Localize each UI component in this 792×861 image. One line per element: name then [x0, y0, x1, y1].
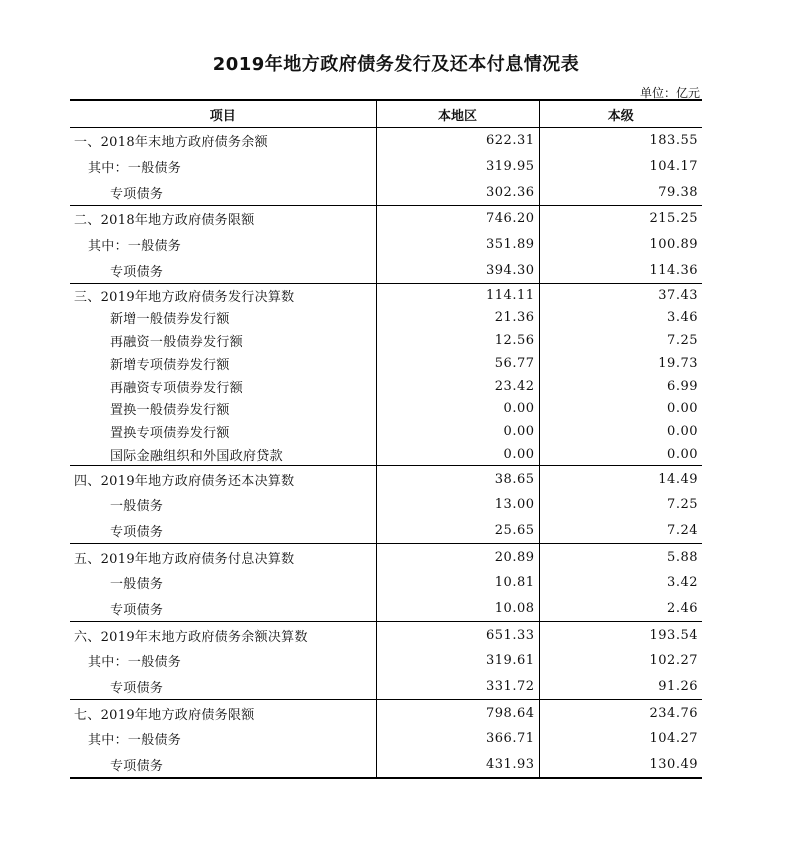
row-label: 专项债务: [70, 674, 376, 700]
row-label: 再融资一般债券发行额: [110, 334, 244, 350]
cell-level: 6.99: [539, 375, 702, 398]
cell-local: 0.00: [376, 420, 539, 443]
table-row: [70, 518, 702, 544]
table-row: [70, 443, 702, 466]
group-7: [70, 700, 702, 778]
cell-local: 651.33: [376, 622, 539, 648]
debt-table: [70, 99, 702, 779]
cell-level: 0.00: [539, 397, 702, 420]
table-row: [70, 232, 702, 258]
cell-local: 0.00: [376, 397, 539, 420]
row-label: 三、2019年地方政府债务发行决算数: [74, 289, 295, 305]
cell-local: 798.64: [376, 700, 539, 726]
cell-local: 366.71: [376, 726, 539, 752]
table-row: [70, 622, 702, 648]
table-row: [70, 726, 702, 752]
table-row: [70, 329, 702, 352]
cell-level: 100.89: [539, 232, 702, 258]
cell-local: 622.31: [376, 128, 539, 154]
cell-level: 14.49: [539, 466, 702, 492]
cell-local: 23.42: [376, 375, 539, 398]
table-row: [70, 206, 702, 232]
row-label: 五、2019年地方政府债务付息决算数: [74, 551, 295, 567]
row-label: 二、2018年地方政府债务限额: [74, 213, 255, 229]
table-row: [70, 284, 702, 307]
table-row: [70, 492, 702, 518]
row-label: 置换专项债券发行额: [110, 426, 230, 442]
row-label: 七、2019年地方政府债务限额: [74, 707, 255, 723]
group-4: [70, 466, 702, 544]
cell-local: 319.95: [376, 154, 539, 180]
cell-local: 302.36: [376, 180, 539, 206]
cell-level: 7.25: [539, 492, 702, 518]
cell-local: 746.20: [376, 206, 539, 232]
table-row: [70, 596, 702, 622]
cell-level: 3.46: [539, 306, 702, 329]
cell-level: 215.25: [539, 206, 702, 232]
group-3: [70, 284, 702, 466]
header-row: [70, 100, 702, 128]
row-label: 其中：一般债务: [88, 239, 182, 254]
row-label: 四、2019年地方政府债务还本决算数: [74, 473, 295, 489]
cell-local: 10.08: [376, 596, 539, 622]
row-label: 专项债务: [70, 752, 376, 778]
group-5: [70, 544, 702, 622]
table-row: [70, 544, 702, 570]
table-row: [70, 570, 702, 596]
cell-level: 37.43: [539, 284, 702, 307]
table-row: [70, 674, 702, 700]
cell-local: 319.61: [376, 648, 539, 674]
cell-local: 21.36: [376, 306, 539, 329]
cell-level: 19.73: [539, 352, 702, 375]
cell-local: 10.81: [376, 570, 539, 596]
cell-local: 114.11: [376, 284, 539, 307]
cell-level: 79.38: [539, 180, 702, 206]
cell-level: 2.46: [539, 596, 702, 622]
row-label: 置换一般债券发行额: [110, 403, 230, 419]
table-row: [70, 180, 702, 206]
cell-local: 331.72: [376, 674, 539, 700]
table-row: [70, 352, 702, 375]
cell-level: 91.26: [539, 674, 702, 700]
row-label: 新增专项债券发行额: [110, 357, 230, 373]
cell-local: 12.56: [376, 329, 539, 352]
table-row: [70, 258, 702, 284]
header-local: 本地区: [376, 100, 539, 128]
page-title: 2019年地方政府债务发行及还本付息情况表: [212, 54, 580, 75]
cell-local: 394.30: [376, 258, 539, 284]
cell-level: 104.27: [539, 726, 702, 752]
table-row: [70, 397, 702, 420]
table-row: [70, 700, 702, 726]
cell-level: 3.42: [539, 570, 702, 596]
row-label: 其中：一般债务: [88, 733, 182, 749]
row-label: 专项债务: [70, 258, 376, 284]
row-label: 新增一般债券发行额: [110, 312, 230, 328]
cell-level: 5.88: [539, 544, 702, 570]
row-label: 一、2018年末地方政府债务余额: [74, 135, 268, 151]
table-row: [70, 752, 702, 778]
group-2: [70, 206, 702, 284]
cell-level: 114.36: [539, 258, 702, 284]
cell-level: 0.00: [539, 420, 702, 443]
row-label: 专项债务: [70, 518, 376, 544]
group-1: [70, 128, 702, 206]
row-label: 一般债务: [110, 499, 164, 515]
row-label: 专项债务: [70, 596, 376, 622]
cell-local: 38.65: [376, 466, 539, 492]
cell-level: 234.76: [539, 700, 702, 726]
unit-label: 单位：亿元: [639, 86, 700, 100]
header-item: 项目: [70, 100, 376, 128]
cell-level: 104.17: [539, 154, 702, 180]
cell-local: 431.93: [376, 752, 539, 778]
cell-level: 193.54: [539, 622, 702, 648]
cell-local: 25.65: [376, 518, 539, 544]
cell-level: 7.24: [539, 518, 702, 544]
row-label: 再融资专项债券发行额: [110, 380, 244, 396]
cell-local: 0.00: [376, 443, 539, 466]
row-label: 专项债务: [70, 180, 376, 206]
row-label: 其中：一般债务: [88, 655, 182, 671]
table-row: [70, 128, 702, 154]
table-row: [70, 154, 702, 180]
header-level: 本级: [539, 100, 702, 128]
cell-level: 183.55: [539, 128, 702, 154]
cell-local: 13.00: [376, 492, 539, 518]
cell-level: 7.25: [539, 329, 702, 352]
table-row: [70, 306, 702, 329]
row-label: 一般债务: [110, 577, 164, 593]
table-row: [70, 420, 702, 443]
cell-level: 130.49: [539, 752, 702, 778]
row-label: 国际金融组织和外国政府贷款: [70, 443, 376, 466]
cell-level: 0.00: [539, 443, 702, 466]
group-6: [70, 622, 702, 700]
cell-local: 56.77: [376, 352, 539, 375]
cell-level: 102.27: [539, 648, 702, 674]
row-label: 其中：一般债务: [88, 161, 182, 176]
cell-local: 20.89: [376, 544, 539, 570]
table-row: [70, 375, 702, 398]
table-row: [70, 466, 702, 492]
table-row: [70, 648, 702, 674]
row-label: 六、2019年末地方政府债务余额决算数: [74, 629, 308, 645]
cell-local: 351.89: [376, 232, 539, 258]
